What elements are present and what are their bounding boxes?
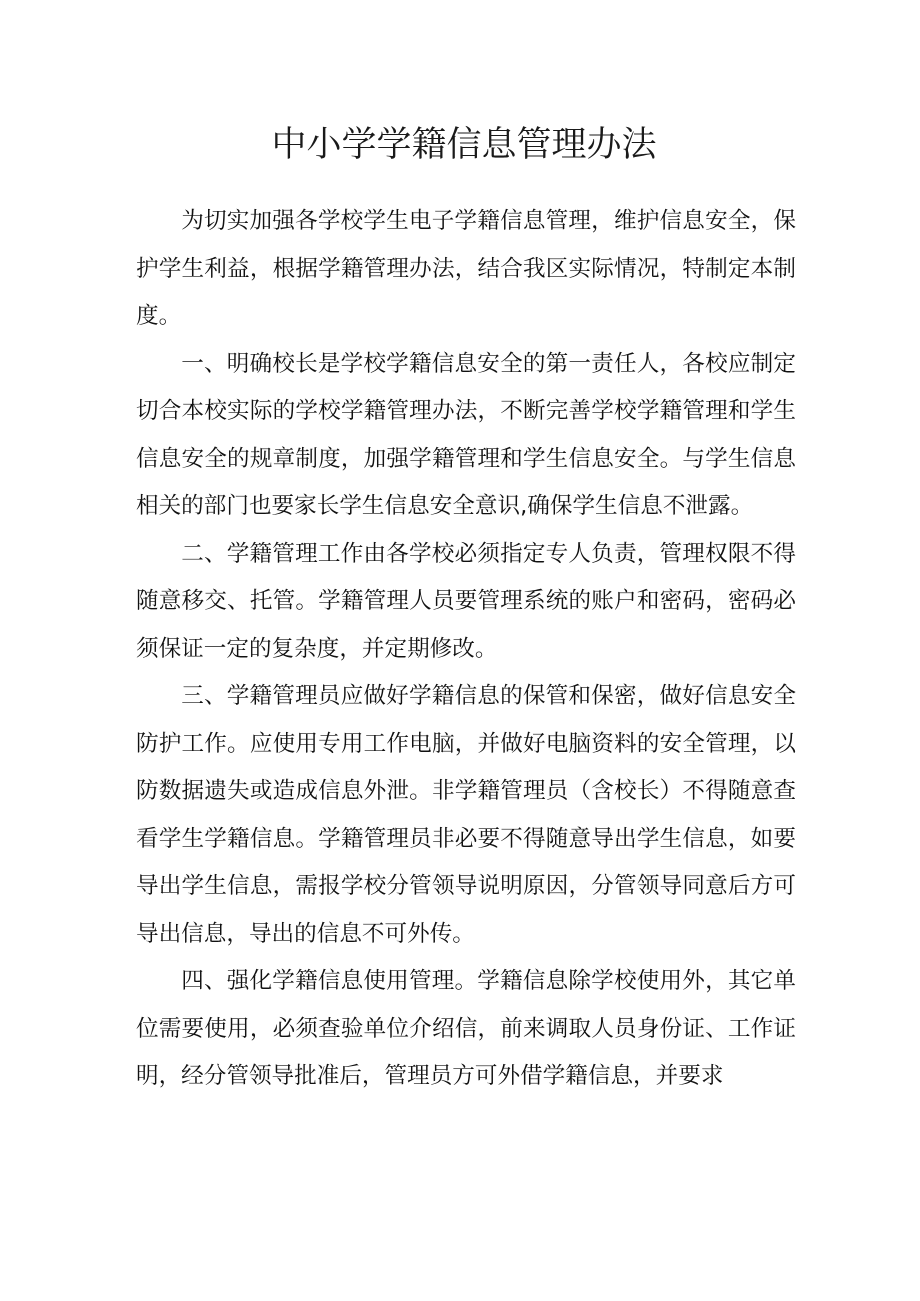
document-title: 中小学学籍信息管理办法 <box>271 125 657 165</box>
paragraph-intro: 为切实加强各学校学生电子学籍信息管理，维护信息安全，保护学生利益，根据学籍管理办法，结合我区实际情况，特制定本制度。 <box>136 208 796 329</box>
paragraph-section-3: 三、学籍管理员应做好学籍信息的保管和保密，做好信息安全防护工作。应使用专用工作电脑，并做好电脑资料的安全管理，以防数据遗失或造成信息外泄。非学籍管理员（含校长）不得随意查看学生学籍信息。学籍管理员非必要不得随意导出学生信息，如要导出学生信息，需报学校分管领导说明原因，分管领导同意后方可导出信息，导出的信息不可外传。 <box>136 683 796 947</box>
paragraph-section-1: 一、明确校长是学校学籍信息安全的第一责任人，各校应制定切合本校实际的学校学籍管理办法，不断完善学校学籍管理和学生信息安全的规章制度，加强学籍管理和学生信息安全。与学生信息相关的部门也要家长学生信息安全意识,确保学生信息不泄露。 <box>136 350 796 519</box>
paragraph-section-2: 二、学籍管理工作由各学校必须指定专人负责，管理权限不得随意移交、托管。学籍管理人员要管理系统的账户和密码，密码必须保证一定的复杂度，并定期修改。 <box>136 540 796 662</box>
document-body <box>136 198 796 1101</box>
paragraph-section-4: 四、强化学籍信息使用管理。学籍信息除学校使用外，其它单位需要使用，必须查验单位介绍信，前来调取人员身份证、工作证明，经分管领导批准后，管理员方可外借学籍信息，并要求 <box>136 968 796 1089</box>
